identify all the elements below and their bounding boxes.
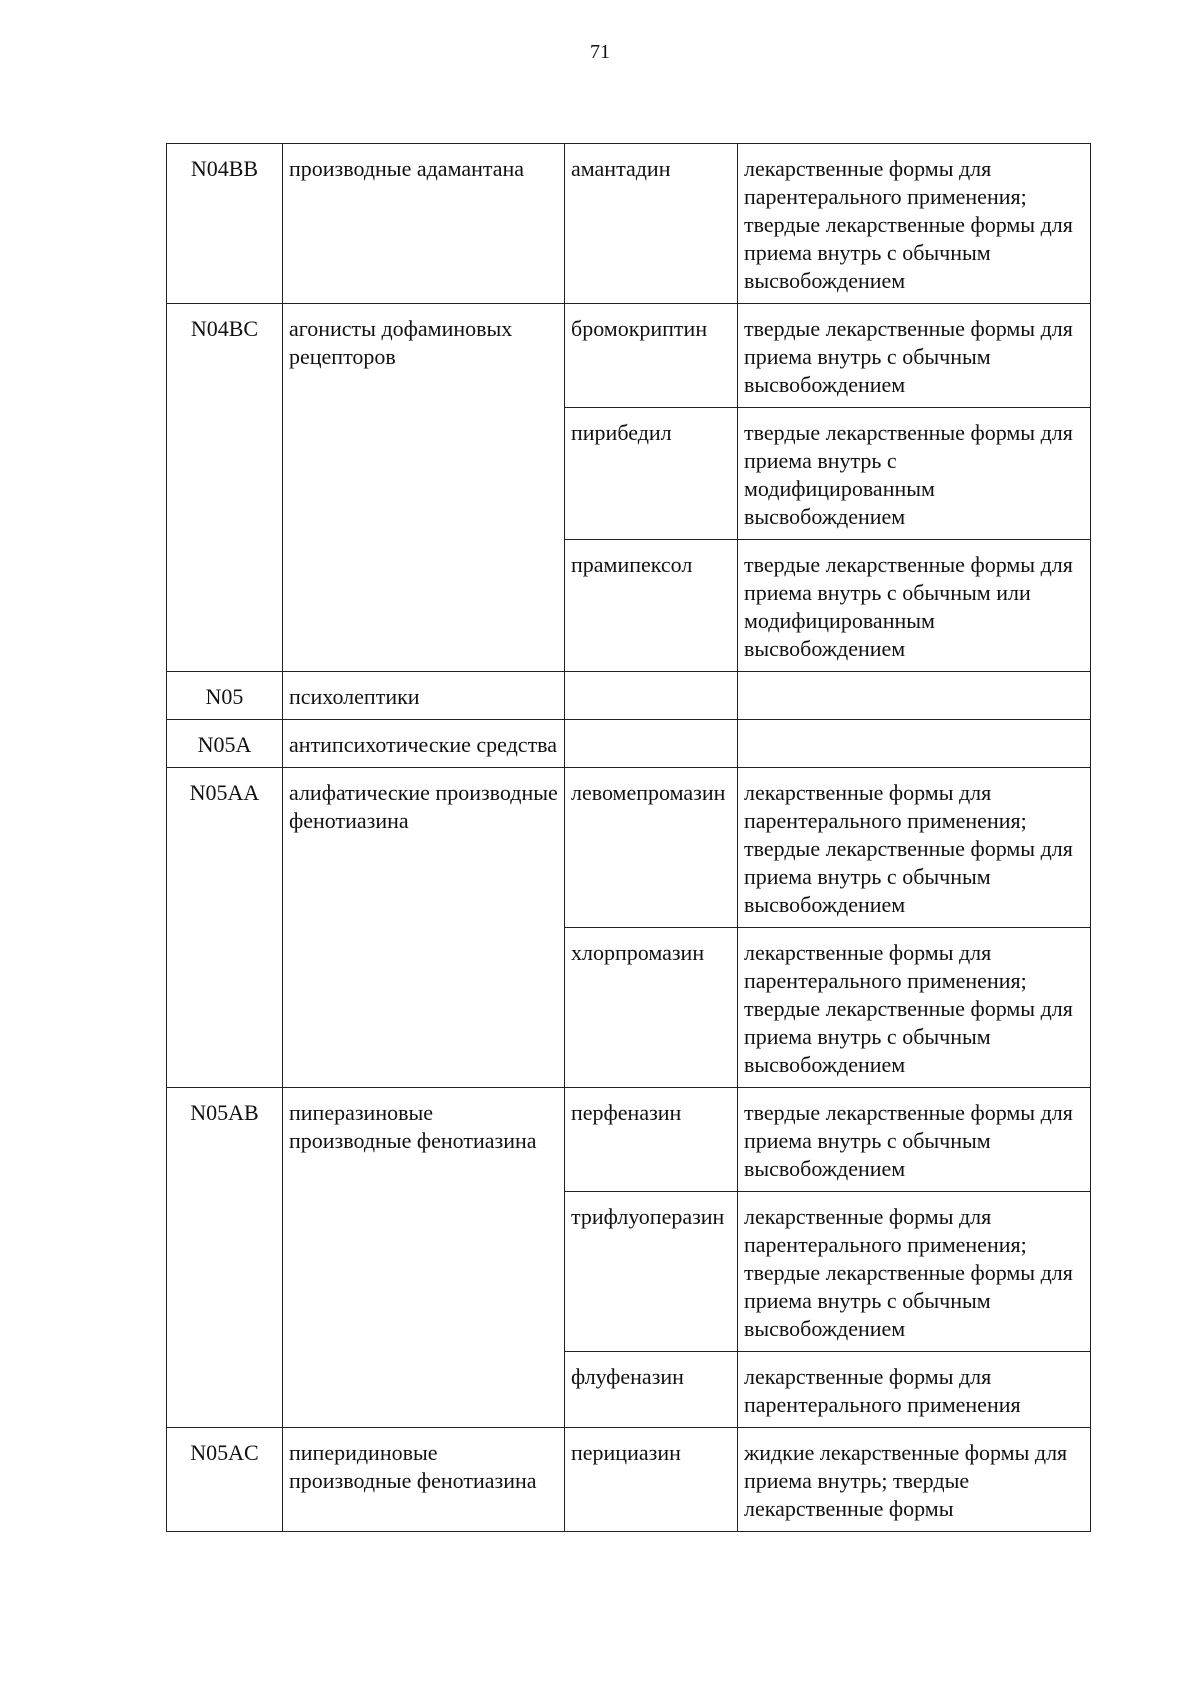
dosage-form-cell: твердые лекарственные формы для приема внутрь с обычным или модифицированным высвобождением	[738, 540, 1091, 672]
table-row	[167, 304, 1091, 408]
atc-code-cell: N05	[167, 672, 283, 720]
table-row	[167, 144, 1091, 304]
table-row	[167, 672, 1091, 720]
drug-table	[166, 143, 1091, 1532]
dosage-form-cell: лекарственные формы для парентерального применения; твердые лекарственные формы для приема внутрь с обычным высвобождением	[738, 144, 1091, 304]
atc-code-cell: N05A	[167, 720, 283, 768]
group-name-cell: производные адамантана	[283, 144, 565, 304]
drug-name-cell	[565, 720, 738, 768]
drug-name-cell: пирибедил	[565, 408, 738, 540]
atc-code-cell: N05AB	[167, 1088, 283, 1428]
dosage-form-cell	[738, 672, 1091, 720]
table-row	[167, 720, 1091, 768]
page-number: 71	[590, 41, 610, 63]
group-name-cell: психолептики	[283, 672, 565, 720]
atc-code-cell: N05AC	[167, 1428, 283, 1532]
group-name-cell: пиперидиновые производные фенотиазина	[283, 1428, 565, 1532]
dosage-form-cell: лекарственные формы для парентерального применения; твердые лекарственные формы для приема внутрь с обычным высвобождением	[738, 768, 1091, 928]
group-name-cell: агонисты дофаминовых рецепторов	[283, 304, 565, 672]
group-name-cell: пиперазиновые производные фенотиазина	[283, 1088, 565, 1428]
drug-name-cell	[565, 672, 738, 720]
drug-name-cell: флуфеназин	[565, 1352, 738, 1428]
dosage-form-cell: твердые лекарственные формы для приема внутрь с обычным высвобождением	[738, 1088, 1091, 1192]
drug-name-cell: левомепромазин	[565, 768, 738, 928]
drug-name-cell: перициазин	[565, 1428, 738, 1532]
drug-name-cell: прамипексол	[565, 540, 738, 672]
dosage-form-cell: твердые лекарственные формы для приема внутрь с модифицированным высвобождением	[738, 408, 1091, 540]
drug-name-cell: хлорпромазин	[565, 928, 738, 1088]
drug-name-cell: трифлуоперазин	[565, 1192, 738, 1352]
drug-name-cell: амантадин	[565, 144, 738, 304]
group-name-cell: антипсихотические средства	[283, 720, 565, 768]
drug-name-cell: бромокриптин	[565, 304, 738, 408]
drug-name-cell: перфеназин	[565, 1088, 738, 1192]
table-row	[167, 1428, 1091, 1532]
group-name-cell: алифатические производные фенотиазина	[283, 768, 565, 1088]
dosage-form-cell: лекарственные формы для парентерального применения; твердые лекарственные формы для приема внутрь с обычным высвобождением	[738, 928, 1091, 1088]
dosage-form-cell: лекарственные формы для парентерального применения; твердые лекарственные формы для приема внутрь с обычным высвобождением	[738, 1192, 1091, 1352]
dosage-form-cell: лекарственные формы для парентерального применения	[738, 1352, 1091, 1428]
table-row	[167, 768, 1091, 928]
dosage-form-cell	[738, 720, 1091, 768]
dosage-form-cell: жидкие лекарственные формы для приема внутрь; твердые лекарственные формы	[738, 1428, 1091, 1532]
atc-code-cell: N05AA	[167, 768, 283, 1088]
atc-code-cell: N04BC	[167, 304, 283, 672]
atc-code-cell: N04BB	[167, 144, 283, 304]
table-row	[167, 1088, 1091, 1192]
dosage-form-cell: твердые лекарственные формы для приема внутрь с обычным высвобождением	[738, 304, 1091, 408]
